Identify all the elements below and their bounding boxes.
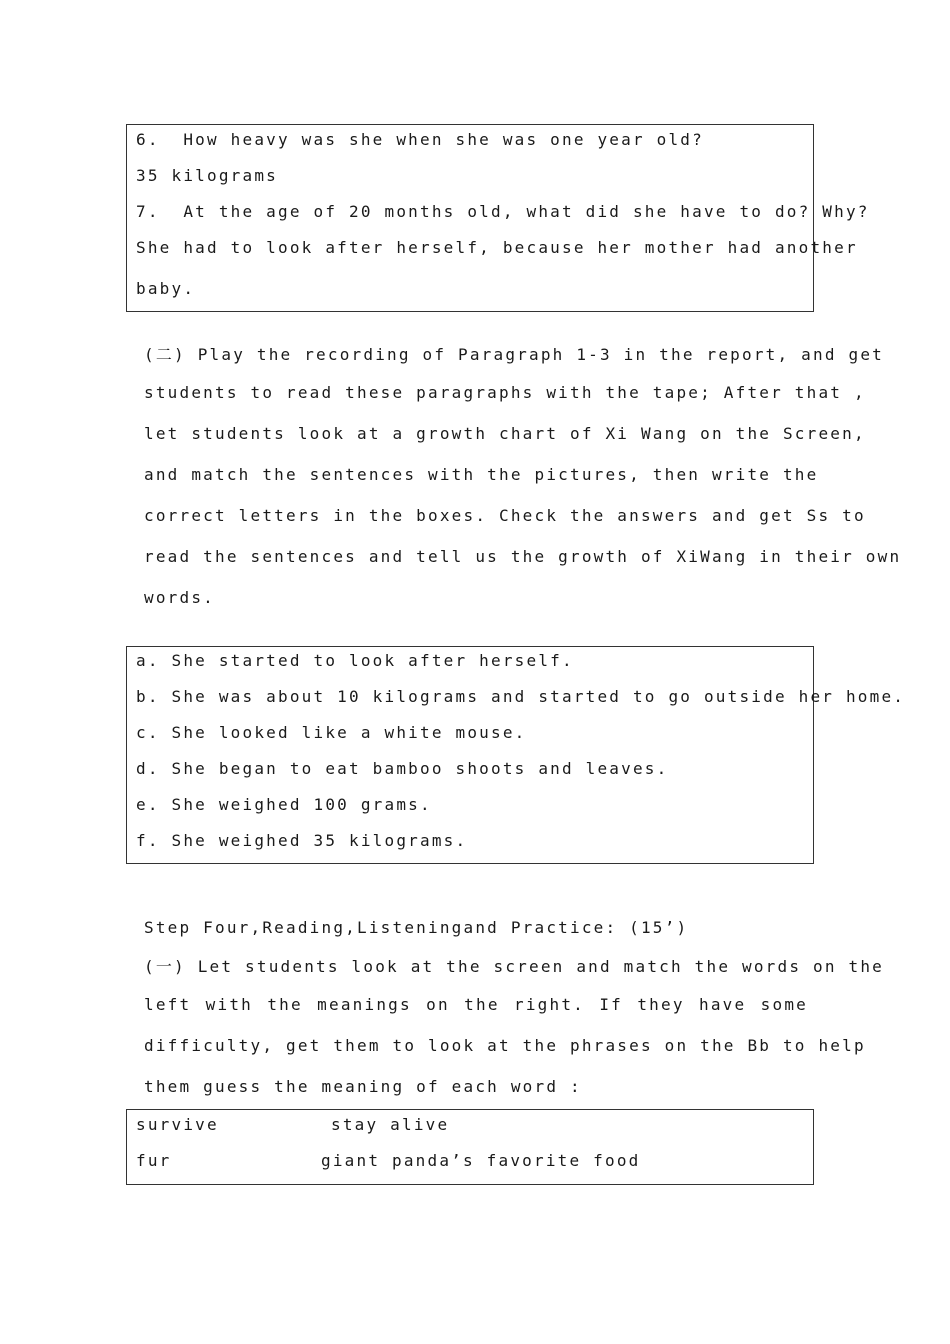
sentence-c: c. She looked like a white mouse. [136, 723, 527, 742]
paragraph-line: (一) Let students look at the screen and match the words on the [144, 957, 885, 976]
answer-6: 35 kilograms [136, 166, 278, 185]
meaning-fur: giant panda’s favorite food [321, 1151, 641, 1170]
paragraph-line: difficulty, get them to look at the phrases on the Bb to help [144, 1036, 866, 1055]
word-fur: fur [136, 1151, 172, 1170]
paragraph-line: students to read these paragraphs with the tape; After that , [144, 383, 866, 402]
paragraph-line: left with the meanings on the right. If they have some [144, 995, 808, 1014]
paragraph-line: let students look at a growth chart of Xi Wang on the Screen, [144, 424, 866, 443]
step-four-paragraph [144, 954, 885, 1096]
paragraph-line: and match the sentences with the pictures, then write the [144, 465, 819, 484]
word-match-box [126, 1109, 814, 1185]
sentence-b: b. She was about 10 kilograms and started to go outside her home. [136, 687, 906, 706]
section-2-paragraph [144, 342, 902, 612]
meaning-survive: stay alive [331, 1115, 450, 1134]
paragraph-line: words. [144, 588, 215, 607]
paragraph-line: (二) Play the recording of Paragraph 1-3 in the report, and get [144, 345, 885, 364]
sentence-d: d. She began to eat bamboo shoots and leaves. [136, 759, 669, 778]
question-6: 6. How heavy was she when she was one year old? [136, 130, 704, 149]
sentence-e: e. She weighed 100 grams. [136, 795, 432, 814]
paragraph-line: them guess the meaning of each word : [144, 1077, 582, 1096]
paragraph-line: read the sentences and tell us the growth of XiWang in their own [144, 547, 902, 566]
question-7: 7. At the age of 20 months old, what did she have to do? Why? [136, 202, 870, 221]
qa-box [126, 124, 870, 312]
answer-7-cont: baby. [136, 279, 196, 298]
sentence-a: a. She started to look after herself. [136, 651, 574, 670]
paragraph-line: correct letters in the boxes. Check the answers and get Ss to [144, 506, 866, 525]
word-survive: survive [136, 1115, 219, 1134]
answer-7: She had to look after herself, because her mother had another [136, 238, 858, 257]
sentences-box [126, 646, 906, 864]
step-four-heading: Step Four,Reading,Listeningand Practice: (15’) [144, 918, 689, 937]
sentence-f: f. She weighed 35 kilograms. [136, 831, 468, 850]
